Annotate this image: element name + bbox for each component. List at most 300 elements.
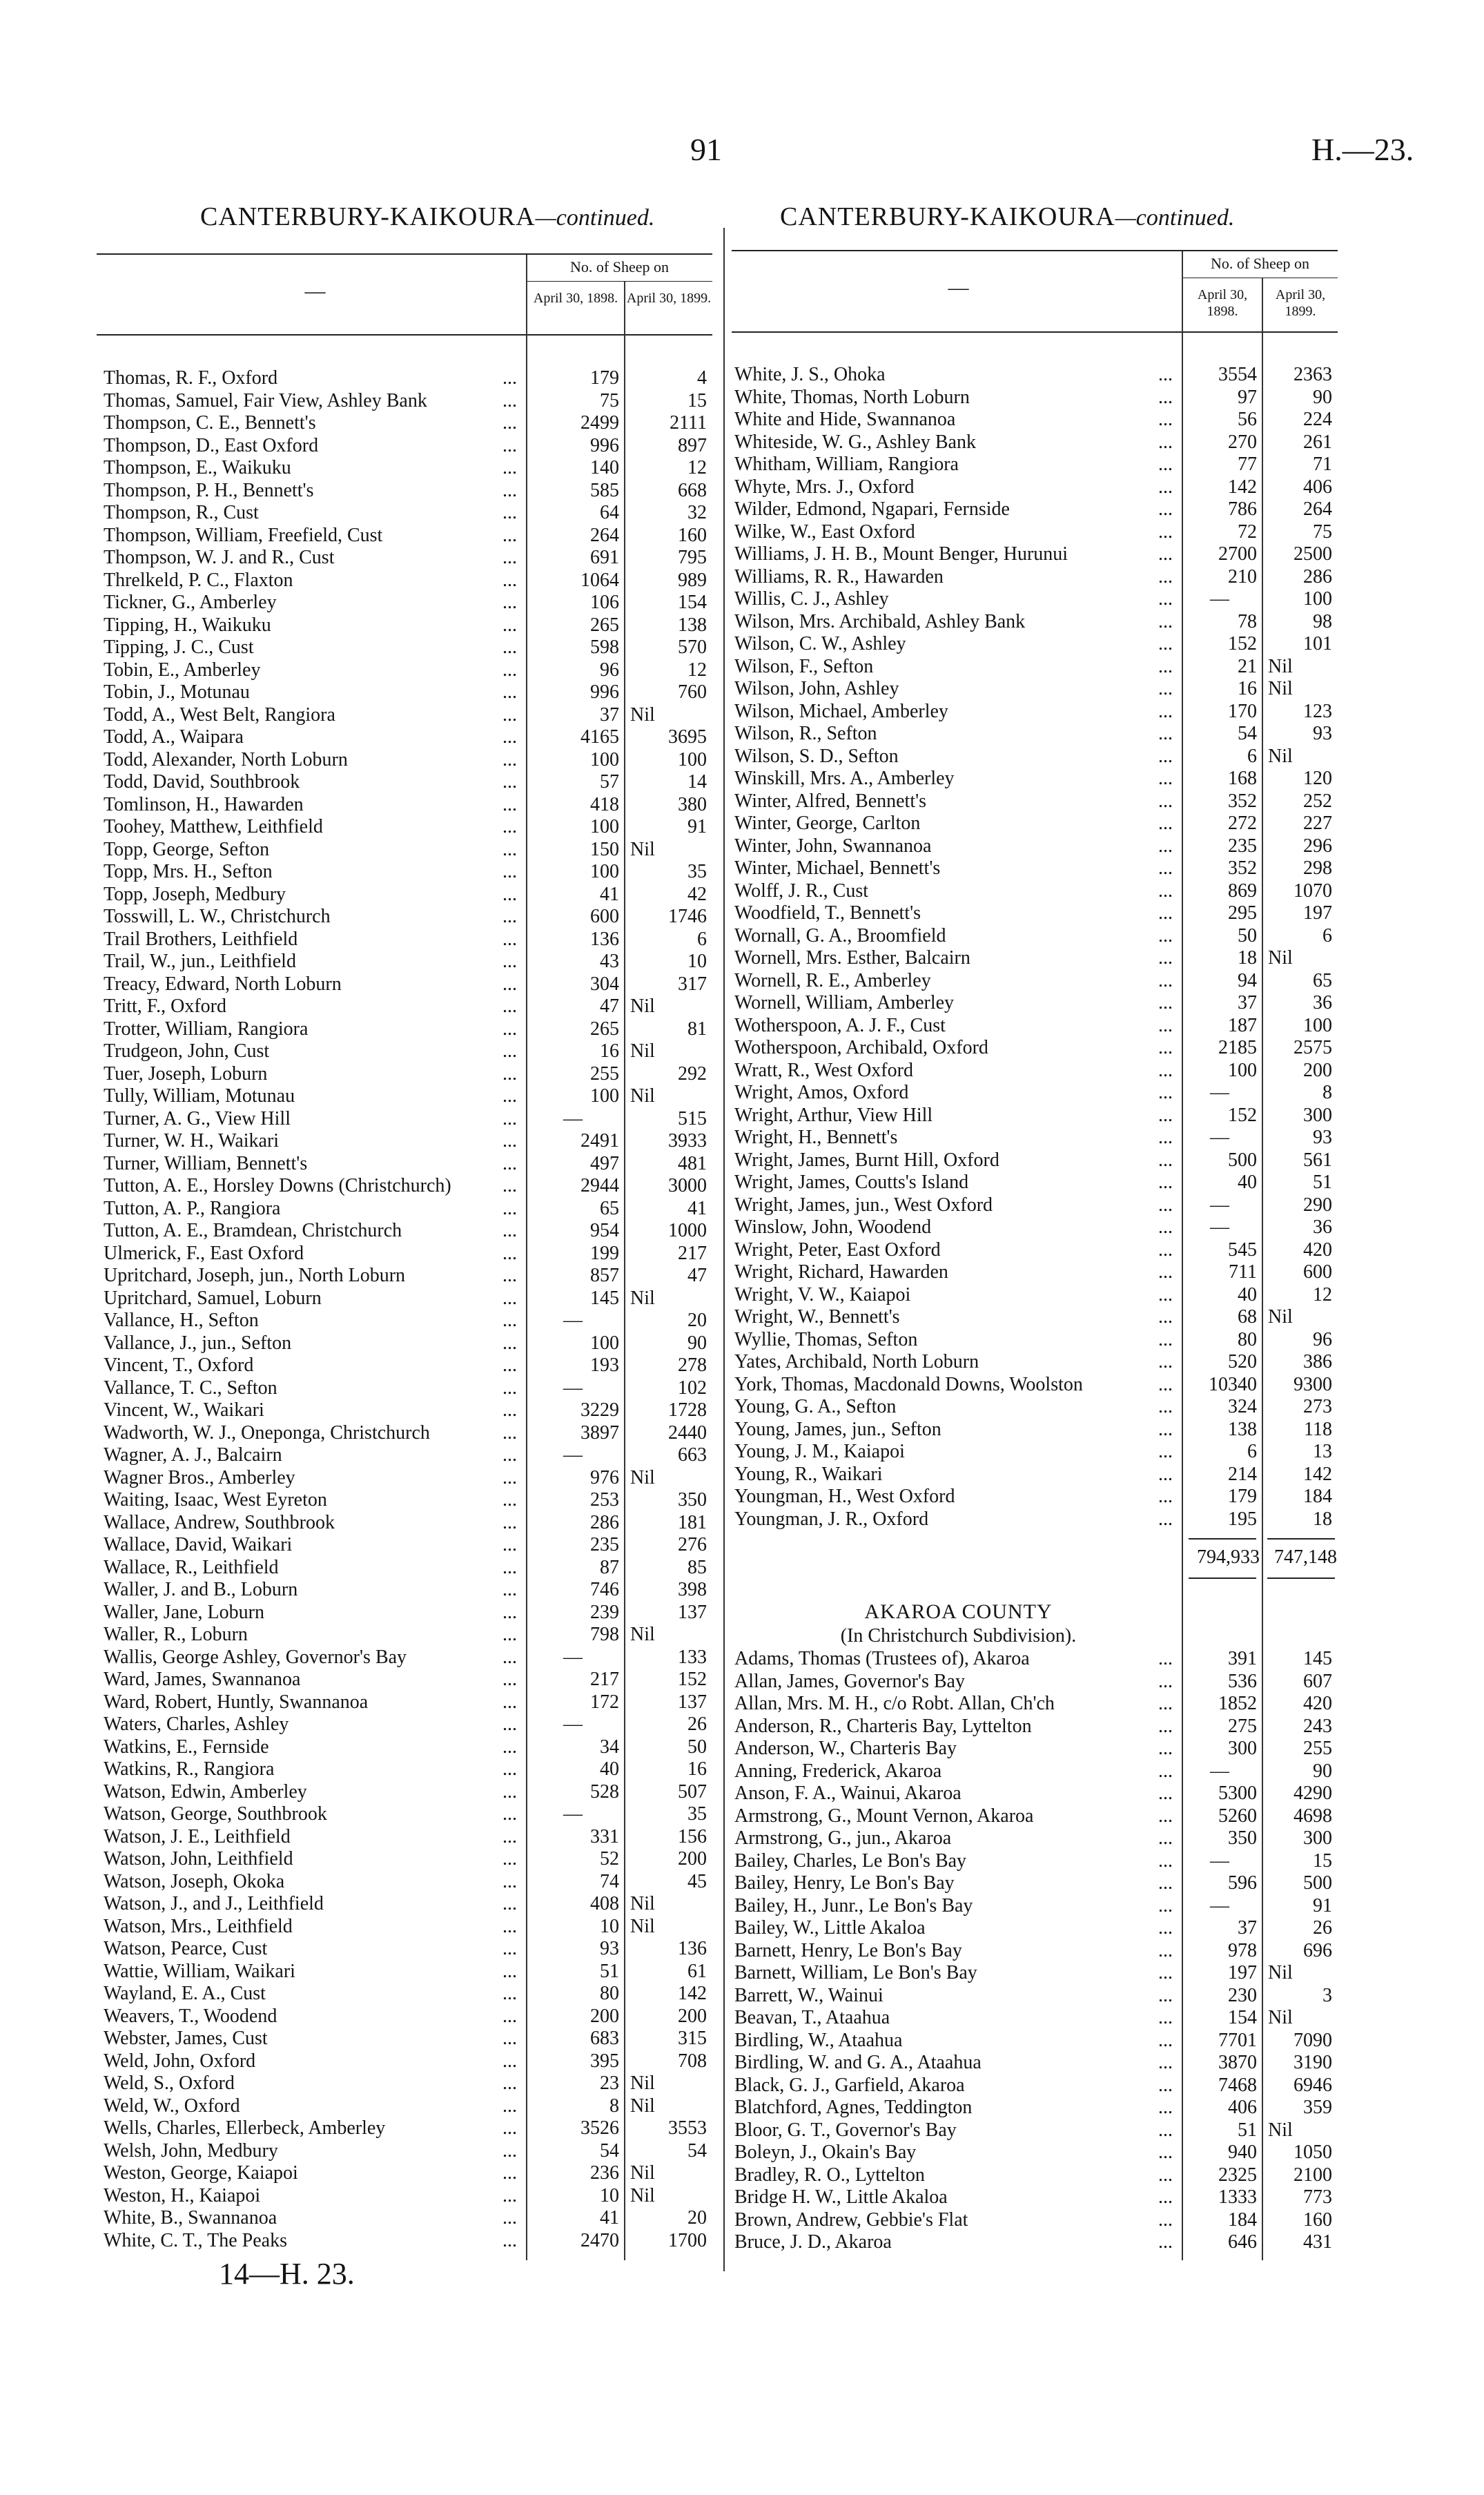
sheep-1899: 102 <box>678 1377 707 1399</box>
dot-leader: ... <box>502 412 517 434</box>
dot-leader: ... <box>1158 992 1173 1013</box>
sheep-1899: 93 <box>1313 1127 1332 1148</box>
sheep-1899: Nil <box>1268 2119 1293 2141</box>
sheep-1899: 359 <box>1303 2097 1332 2118</box>
table-row <box>734 880 1338 903</box>
owner-name: Treacy, Edward, North Loburn <box>104 973 342 995</box>
owner-cell <box>734 1374 1182 1397</box>
owner-name: Wallis, George Ashley, Governor's Bay <box>104 1646 407 1668</box>
dot-leader: ... <box>502 883 517 905</box>
owner-name: Whiteside, W. G., Ashley Bank <box>734 431 976 453</box>
sheep-1898: 10 <box>600 2184 619 2206</box>
table-row <box>734 1486 1338 1508</box>
table-row <box>104 1332 712 1355</box>
dot-leader: ... <box>1158 1984 1173 2006</box>
sheep-1899: 1746 <box>668 906 707 927</box>
sheep-1898: 72 <box>1238 521 1257 543</box>
sheep-1899: 431 <box>1303 2231 1332 2253</box>
owner-name: Adams, Thomas (Trustees of), Akaroa <box>734 1648 1030 1669</box>
sheep-1899: 224 <box>1303 409 1332 430</box>
owner-cell <box>734 1693 1182 1716</box>
sheep-1898: 93 <box>600 1938 619 1959</box>
sheep-1899: 20 <box>687 2207 707 2229</box>
sheep-1899: 20 <box>687 1310 707 1331</box>
dot-leader: ... <box>502 1287 517 1309</box>
sheep-1899: 118 <box>1304 1418 1332 1440</box>
section-suffix: —continued. <box>535 205 655 231</box>
owner-cell <box>104 2050 527 2073</box>
sheep-1899: 276 <box>678 1534 707 1555</box>
table-row <box>104 996 712 1018</box>
sheep-1898: 857 <box>590 1265 619 1286</box>
owner-name: Wallace, R., Leithfield <box>104 1556 279 1578</box>
owner-name: Topp, Mrs. H., Sefton <box>104 861 273 882</box>
sheep-1899: 1700 <box>668 2229 707 2251</box>
sheep-1898: 239 <box>590 1601 619 1623</box>
dot-leader: ... <box>1158 521 1173 543</box>
table-row <box>734 813 1338 835</box>
sheep-1898: 179 <box>590 367 619 389</box>
right-table-body <box>734 364 1338 1531</box>
owner-cell <box>734 2164 1182 2187</box>
owner-cell <box>734 1872 1182 1895</box>
sheep-1898: 195 <box>1228 1508 1257 1530</box>
sheep-1898: 80 <box>1238 1328 1257 1350</box>
owner-name: Thomas, R. F., Oxford <box>104 367 278 389</box>
sheep-1899: 989 <box>678 569 707 591</box>
owner-name: Waller, Jane, Loburn <box>104 1601 264 1623</box>
owner-cell <box>104 1220 527 1243</box>
owner-name: Bailey, Charles, Le Bon's Bay <box>734 1850 967 1872</box>
owner-cell <box>734 2186 1182 2209</box>
owner-cell <box>104 1781 527 1804</box>
owner-name: Turner, A. G., View Hill <box>104 1107 291 1129</box>
owner-name: Anson, F. A., Wainui, Akaroa <box>734 1783 961 1804</box>
table-row <box>734 1149 1338 1172</box>
sheep-1899: 668 <box>678 479 707 501</box>
dot-leader: ... <box>1158 498 1173 520</box>
owner-name: Anderson, R., Charteris Bay, Lyttelton <box>734 1715 1032 1737</box>
owner-cell <box>734 790 1182 813</box>
sheep-1898: 184 <box>1228 2208 1257 2231</box>
dot-leader: ... <box>502 928 517 950</box>
sheep-1899: 32 <box>687 502 707 523</box>
owner-cell <box>734 947 1182 970</box>
table-row <box>104 1444 712 1467</box>
owner-cell <box>104 1265 527 1288</box>
owner-name: Bloor, G. T., Governor's Bay <box>734 2119 957 2141</box>
table-row <box>104 681 712 704</box>
table-row <box>734 2164 1338 2187</box>
owner-cell <box>104 1018 527 1041</box>
owner-cell <box>734 970 1182 993</box>
owner-name: Watkins, E., Fernside <box>104 1736 269 1758</box>
sheep-1898: 64 <box>600 502 619 523</box>
sheep-1899: 296 <box>1303 835 1332 857</box>
owner-name: Thomas, Samuel, Fair View, Ashley Bank <box>104 389 427 411</box>
owner-cell <box>734 1895 1182 1918</box>
sheep-1898: 40 <box>1238 1172 1257 1193</box>
owner-name: Watson, John, Leithfield <box>104 1848 293 1870</box>
owner-name: Trail Brothers, Leithfield <box>104 928 298 950</box>
dot-leader: ... <box>502 1960 517 1982</box>
table-row <box>104 659 712 682</box>
sheep-1899: 13 <box>1313 1441 1332 1462</box>
owner-cell <box>104 2162 527 2185</box>
owner-cell <box>734 2097 1182 2119</box>
table-row <box>734 790 1338 813</box>
table-row <box>734 2007 1338 2030</box>
sheep-1899: 26 <box>1313 1917 1332 1939</box>
table-row <box>734 701 1338 724</box>
owner-name: Thompson, E., Waikuku <box>104 457 291 478</box>
dot-leader: ... <box>502 1624 517 1645</box>
table-row <box>734 2142 1338 2164</box>
sheep-1898: 275 <box>1228 1715 1257 1737</box>
owner-name: Wilson, S. D., Sefton <box>734 745 899 767</box>
table-row <box>734 1351 1338 1374</box>
sheep-1899: 264 <box>1303 498 1332 520</box>
dot-leader: ... <box>1158 1670 1173 1692</box>
sheep-1899: 36 <box>1313 1216 1332 1238</box>
sheep-1898: — <box>1210 1760 1229 1782</box>
table-row <box>104 1040 712 1063</box>
dot-leader: ... <box>502 389 517 411</box>
sheep-1898: 193 <box>590 1355 619 1376</box>
sheep-1899: 507 <box>678 1780 707 1803</box>
table-row <box>734 2052 1338 2075</box>
dot-leader: ... <box>1158 1715 1173 1737</box>
table-row <box>104 1602 712 1624</box>
table-row <box>734 1827 1338 1850</box>
dot-leader: ... <box>1158 723 1173 744</box>
table-row <box>734 409 1338 431</box>
sheep-1898: 646 <box>1228 2231 1257 2253</box>
table-row <box>104 412 712 435</box>
table-row <box>734 611 1338 634</box>
sheep-1898: 52 <box>600 1848 619 1870</box>
dot-leader: ... <box>1158 1239 1173 1261</box>
sheep-1899: 3000 <box>668 1175 707 1196</box>
sheep-1899: 600 <box>1303 1261 1332 1283</box>
sheep-1898: 43 <box>600 951 619 972</box>
sheep-1899: 2100 <box>1293 2164 1332 2186</box>
owner-cell <box>104 1624 527 1647</box>
dot-leader: ... <box>1158 1872 1173 1894</box>
sheep-1898: 497 <box>590 1152 619 1174</box>
sheep-1899: 1070 <box>1293 880 1332 902</box>
dot-leader: ... <box>502 1848 517 1870</box>
sheep-1898: 3526 <box>580 2117 619 2139</box>
owner-name: Williams, J. H. B., Mount Benger, Hurunui <box>734 543 1068 565</box>
table-row <box>734 925 1338 948</box>
owner-name: Wagner, A. J., Balcairn <box>104 1444 282 1466</box>
sheep-1899: 145 <box>1303 1648 1332 1669</box>
sheep-1898: 41 <box>600 883 619 905</box>
sheep-1898: 395 <box>590 2050 619 2072</box>
owner-cell <box>104 1736 527 1759</box>
table-row <box>104 1512 712 1535</box>
table-row <box>104 771 712 794</box>
sheep-1899: 2440 <box>668 1421 707 1444</box>
table-row <box>104 525 712 547</box>
sheep-1898: 996 <box>590 681 619 703</box>
table-row <box>104 1624 712 1647</box>
owner-name: Winter, George, Carlton <box>734 813 921 834</box>
dot-leader: ... <box>502 1018 517 1040</box>
dot-leader: ... <box>502 1242 517 1264</box>
owner-name: Armstrong, G., jun., Akaroa <box>734 1827 952 1849</box>
table-row <box>734 656 1338 679</box>
owner-cell <box>104 637 527 659</box>
dot-leader: ... <box>502 838 517 860</box>
document-reference: H.—23. <box>1311 132 1414 167</box>
owner-name: Turner, W. H., Waikari <box>104 1130 280 1152</box>
owner-name: Wolff, J. R., Cust <box>734 880 869 902</box>
dot-leader: ... <box>502 1377 517 1399</box>
table-row <box>104 1848 712 1871</box>
table-row <box>734 1172 1338 1194</box>
sheep-1898: 3229 <box>580 1399 619 1421</box>
sheep-1898: 408 <box>590 1893 619 1914</box>
sheep-1898: 691 <box>590 547 619 568</box>
sheep-1898: 585 <box>590 479 619 501</box>
owner-cell <box>734 633 1182 656</box>
sheep-1899: 154 <box>678 592 707 613</box>
total-1899: 747,148 <box>1274 1546 1337 1568</box>
owner-name: Trotter, William, Rangiora <box>104 1018 309 1040</box>
dot-leader: ... <box>1158 364 1173 385</box>
sheep-1898: 2470 <box>580 2229 619 2251</box>
sheep-1898: 37 <box>600 703 619 726</box>
owner-cell <box>734 1827 1182 1850</box>
name-column-header: — <box>948 276 969 299</box>
table-row <box>104 637 712 659</box>
dot-leader: ... <box>1158 1373 1173 1395</box>
dot-leader: ... <box>502 1332 517 1354</box>
table-row <box>104 2162 712 2185</box>
sheep-1899: 91 <box>1313 1894 1332 1916</box>
dot-leader: ... <box>1158 2052 1173 2073</box>
sheep-1898: — <box>563 1714 583 1735</box>
table-row <box>734 387 1338 409</box>
dot-leader: ... <box>502 1893 517 1914</box>
table-row <box>734 633 1338 656</box>
sheep-1898: 65 <box>600 1197 619 1219</box>
owner-cell <box>104 390 527 413</box>
owner-cell <box>734 588 1182 611</box>
sheep-1899: Nil <box>630 1624 655 1645</box>
sheep-1899: 54 <box>687 2139 707 2162</box>
sheep-1899: 137 <box>678 1601 707 1623</box>
dot-leader: ... <box>1158 476 1173 498</box>
dot-leader: ... <box>502 637 517 658</box>
dot-leader: ... <box>502 2095 517 2117</box>
sheep-1899: 15 <box>1313 1850 1332 1872</box>
table-row <box>734 835 1338 858</box>
sheep-1898: 683 <box>590 2028 619 2049</box>
total-rule-top <box>1189 1538 1256 1540</box>
dot-leader: ... <box>1158 857 1173 879</box>
dot-leader: ... <box>1158 902 1173 924</box>
sheep-1898: 324 <box>1228 1396 1257 1417</box>
dot-leader: ... <box>1158 655 1173 677</box>
owner-cell <box>104 1557 527 1580</box>
owner-cell <box>104 2028 527 2050</box>
sheep-1899: 181 <box>678 1511 707 1533</box>
sheep-1899: Nil <box>630 1915 655 1937</box>
sheep-1898: 16 <box>600 1040 619 1062</box>
owner-name: Weavers, T., Woodend <box>104 2005 277 2027</box>
owner-cell <box>104 1669 527 1691</box>
owner-cell <box>734 1464 1182 1486</box>
table-row <box>104 457 712 480</box>
owner-name: Willis, C. J., Ashley <box>734 588 889 610</box>
left-table-body <box>104 367 712 2252</box>
owner-name: Wilke, W., East Oxford <box>734 521 915 543</box>
sheep-1898: 41 <box>600 2207 619 2229</box>
sheep-1898: — <box>1210 1894 1229 1916</box>
owner-cell <box>734 543 1182 566</box>
sheep-1898: 352 <box>1228 857 1257 879</box>
dot-leader: ... <box>1158 700 1173 722</box>
owner-name: Williams, R. R., Hawarden <box>734 565 944 588</box>
sheep-1899: 26 <box>687 1714 707 1735</box>
owner-name: Watson, Mrs., Leithfield <box>104 1915 293 1937</box>
sheep-1899: Nil <box>1268 947 1293 969</box>
table-row <box>104 1243 712 1265</box>
table-row <box>104 794 712 817</box>
sheep-1898: 520 <box>1228 1351 1257 1372</box>
sheep-1898: 100 <box>590 1085 619 1107</box>
sheep-1899: 292 <box>678 1062 707 1085</box>
page-number: 91 <box>690 132 722 167</box>
sheep-1899: 100 <box>678 748 707 770</box>
dot-leader: ... <box>1158 633 1173 654</box>
owner-cell <box>104 1714 527 1736</box>
sheep-1899: 273 <box>1303 1396 1332 1417</box>
dot-leader: ... <box>1158 1306 1173 1328</box>
table-row <box>104 390 712 413</box>
sheep-1899: 317 <box>678 973 707 995</box>
dot-leader: ... <box>1158 1216 1173 1238</box>
dot-leader: ... <box>502 1534 517 1555</box>
owner-cell <box>734 1850 1182 1873</box>
owner-name: Wilder, Edmond, Ngapari, Fernside <box>734 498 1010 520</box>
dot-leader: ... <box>1158 1441 1173 1462</box>
table-row <box>104 1153 712 1176</box>
owner-cell <box>104 502 527 525</box>
owner-name: Wallace, Andrew, Southbrook <box>104 1511 335 1533</box>
sheep-1899: 142 <box>1303 1463 1332 1485</box>
sheep-1899: 227 <box>1303 813 1332 834</box>
owner-name: Bridge H. W., Little Akaloa <box>734 2186 948 2208</box>
owner-name: Topp, George, Sefton <box>104 838 270 860</box>
owner-name: Waller, J. and B., Loburn <box>104 1579 298 1600</box>
table-row <box>104 2006 712 2028</box>
table-row <box>104 1871 712 1894</box>
owner-cell <box>734 1127 1182 1149</box>
sheep-1898: 197 <box>1228 1962 1257 1983</box>
sheep-1898: 23 <box>600 2072 619 2094</box>
sheep-1899: 41 <box>687 1197 707 1219</box>
table-row <box>734 1284 1338 1307</box>
table-row <box>104 2095 712 2118</box>
sheep-1898: 214 <box>1228 1463 1257 1485</box>
sheep-1898: 3554 <box>1218 364 1257 385</box>
dot-leader: ... <box>502 748 517 770</box>
owner-name: Watson, Pearce, Cust <box>104 1938 268 1959</box>
sheep-1898: 536 <box>1228 1670 1257 1692</box>
owner-cell <box>104 1175 527 1198</box>
owner-cell <box>734 1149 1182 1172</box>
dot-leader: ... <box>1158 1194 1173 1216</box>
owner-cell <box>104 570 527 592</box>
owner-name: Topp, Joseph, Medbury <box>104 883 286 905</box>
sheep-1899: 420 <box>1303 1239 1332 1261</box>
owner-name: Tritt, F., Oxford <box>104 996 226 1017</box>
sheep-1899: Nil <box>630 1040 655 1062</box>
dot-leader: ... <box>502 1758 517 1780</box>
table-row <box>734 1805 1338 1828</box>
owner-name: Wilson, John, Ashley <box>734 678 899 699</box>
sheep-1899: 2500 <box>1293 543 1332 565</box>
sheep-1898: 10340 <box>1209 1373 1257 1395</box>
sheep-1898: 37 <box>1238 992 1257 1013</box>
section-name: CANTERBURY-KAIKOURA <box>200 202 536 231</box>
sheep-1898: — <box>563 1107 583 1129</box>
sheep-1899: 3695 <box>668 726 707 748</box>
dot-leader: ... <box>502 973 517 995</box>
sheep-1898: — <box>1210 1216 1229 1238</box>
table-row <box>734 970 1338 993</box>
sheep-1899: 7090 <box>1293 2029 1332 2051</box>
owner-name: Winslow, John, Woodend <box>734 1216 932 1238</box>
owner-name: Bailey, W., Little Akaloa <box>734 1917 926 1939</box>
owner-cell <box>734 1985 1182 2008</box>
owner-name: Boleyn, J., Okain's Bay <box>734 2142 917 2163</box>
dot-leader: ... <box>502 1062 517 1085</box>
table-row <box>104 614 712 637</box>
table-row <box>734 1872 1338 1895</box>
owner-name: Thompson, R., Cust <box>104 502 259 523</box>
sheep-1899: 15 <box>687 389 707 411</box>
sheep-1899: Nil <box>630 996 655 1017</box>
owner-cell <box>104 1063 527 1086</box>
sheep-1898: — <box>563 1310 583 1331</box>
owner-cell <box>104 547 527 570</box>
sheep-1898: 199 <box>590 1242 619 1264</box>
sheep-1899: 138 <box>678 614 707 636</box>
table-row <box>734 1194 1338 1217</box>
owner-cell <box>104 592 527 614</box>
owner-name: Weld, S., Oxford <box>104 2072 235 2094</box>
owner-name: Waters, Charles, Ashley <box>104 1714 289 1735</box>
dot-leader: ... <box>502 367 517 389</box>
owner-name: Wornell, R. E., Amberley <box>734 969 931 991</box>
table-row <box>104 1803 712 1826</box>
owner-cell <box>734 1284 1182 1307</box>
owner-name: Todd, David, Southbrook <box>104 771 300 793</box>
sheep-1899: 90 <box>687 1332 707 1354</box>
sheep-1898: 94 <box>1238 969 1257 991</box>
owner-name: Youngman, J. R., Oxford <box>734 1508 929 1530</box>
table-row <box>734 1329 1338 1352</box>
owner-cell <box>104 771 527 794</box>
owner-cell <box>734 678 1182 701</box>
owner-cell <box>104 2006 527 2028</box>
dot-leader: ... <box>1158 768 1173 789</box>
